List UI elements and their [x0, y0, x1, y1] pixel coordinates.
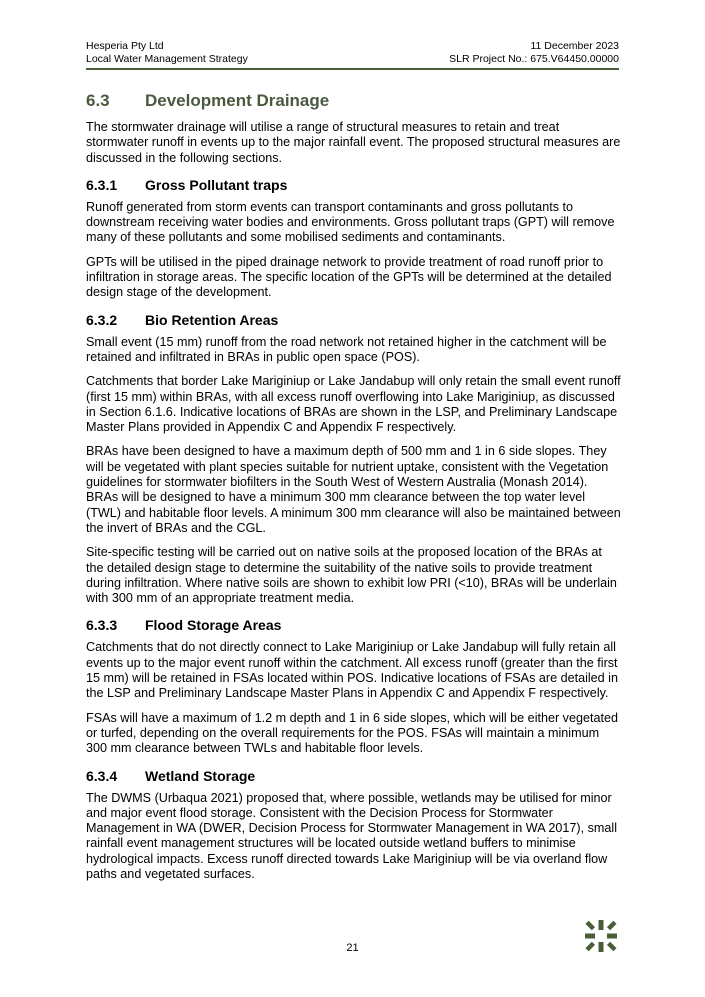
header-company: Hesperia Pty Ltd [86, 40, 164, 52]
subsection-title: Bio Retention Areas [145, 311, 279, 328]
subsection-heading [86, 767, 622, 785]
paragraph: Small event (15 mm) runoff from the road network not retained higher in the catchment will be retained and infiltrated in BRAs in public open space (POS). [86, 334, 607, 364]
subsection-title: Gross Pollutant traps [145, 176, 288, 193]
header-date: 11 December 2023 [530, 40, 619, 52]
section-intro: The stormwater drainage will utilise a range of structural measures to retain and treat stormwater runoff in events up to the major rainfall event. The proposed structural measures are discussed in the following sections. [86, 120, 621, 165]
subsection-number: 6.3.3 [86, 617, 118, 634]
header-doc-title: Local Water Management Strategy [86, 53, 248, 65]
paragraph: FSAs will have a maximum of 1.2 m depth and 1 in 6 side slopes, which will be either vegetated or turfed, depending on the overall requirements for the POS. FSAs will maintain a minimum 300 mm clearance between TWLs and habitable floor levels. [86, 710, 619, 756]
paragraph: Runoff generated from storm events can transport contaminants and gross pollutants to downstream receiving water bodies and environments. Gross pollutant traps (GPT) will remove many of these pollutants and some mobilised sediments and contaminants. [86, 199, 615, 245]
page-content [86, 90, 622, 891]
subsection-title: Wetland Storage [145, 767, 256, 784]
paragraph: BRAs have been designed to have a maximum depth of 500 mm and 1 in 6 side slopes. They will be vegetated with plant species suitable for nutrient uptake, consistent with the Vegetation guidelines for stormwater biofilters in the South West of Western Australia (Monash 2014). BRAs will be designed to have a minimum 300 mm clearance between the top water level (TWL) and habitable floor levels. A minimum 300 mm clearance will also be maintained between the invert of BRAs and the CGL. [86, 444, 621, 535]
paragraph: Catchments that do not directly connect to Lake Mariginiup or Lake Jandabup will fully retain all events up to the major event runoff within the catchment. All excess runoff (greater than the first 15 mm) will be retained in FSAs located within POS. Indicative locations of FSAs are detailed in the LSP and Preliminary Landscape Master Plans in Appendix C and Appendix F respectively. [86, 640, 618, 701]
paragraph: Site-specific testing will be carried out on native soils at the proposed location of the BRAs at the detailed design stage to determine the suitability of the native soils to provide treatment during infiltration. Where native soils are shown to exhibit low PRI (<10), BRAs will be underlain with 300 mm of an appropriate treatment media. [86, 545, 617, 606]
subsection-heading [86, 176, 622, 194]
slr-logo-icon [583, 918, 619, 954]
section-title: Development Drainage [145, 91, 330, 110]
header-divider [86, 68, 619, 70]
subsection-heading [86, 311, 622, 329]
header-project-no: SLR Project No.: 675.V64450.00000 [449, 53, 619, 65]
section-heading [86, 90, 622, 112]
subsection-number: 6.3.2 [86, 311, 118, 328]
subsection-number: 6.3.4 [86, 767, 118, 784]
paragraph: The DWMS (Urbaqua 2021) proposed that, where possible, wetlands may be utilised for minor and major event flood storage. Consistent with the Decision Process for Stormwater Management in WA (DWER, Decision Process for Stormwater Management in WA 2017), small rainfall event management structures will be located outside wetland buffers to minimise hydrological impacts. Excess runoff directed towards Lake Mariginiup will be via overland flow paths and vegetated surfaces. [86, 790, 617, 881]
paragraph: GPTs will be utilised in the piped drainage network to provide treatment of road runoff prior to infiltration in storage areas. The specific location of the GPTs will be determined at the detailed design stage of the development. [86, 254, 612, 300]
paragraph: Catchments that border Lake Mariginiup or Lake Jandabup will only retain the small event runoff (first 15 mm) within BRAs, with all excess runoff overflowing into Lake Mariginiup, as discussed in Section 6.1.6. Indicative locations of BRAs are shown in the LSP, and Preliminary Landscape Master Plans provided in Appendix C and Appendix F respectively. [86, 374, 621, 435]
subsection-heading [86, 616, 622, 634]
page-header [86, 40, 619, 66]
section-number: 6.3 [86, 91, 110, 110]
page-number: 21 [346, 942, 359, 954]
subsection-title: Flood Storage Areas [145, 617, 282, 634]
subsection-number: 6.3.1 [86, 176, 118, 193]
